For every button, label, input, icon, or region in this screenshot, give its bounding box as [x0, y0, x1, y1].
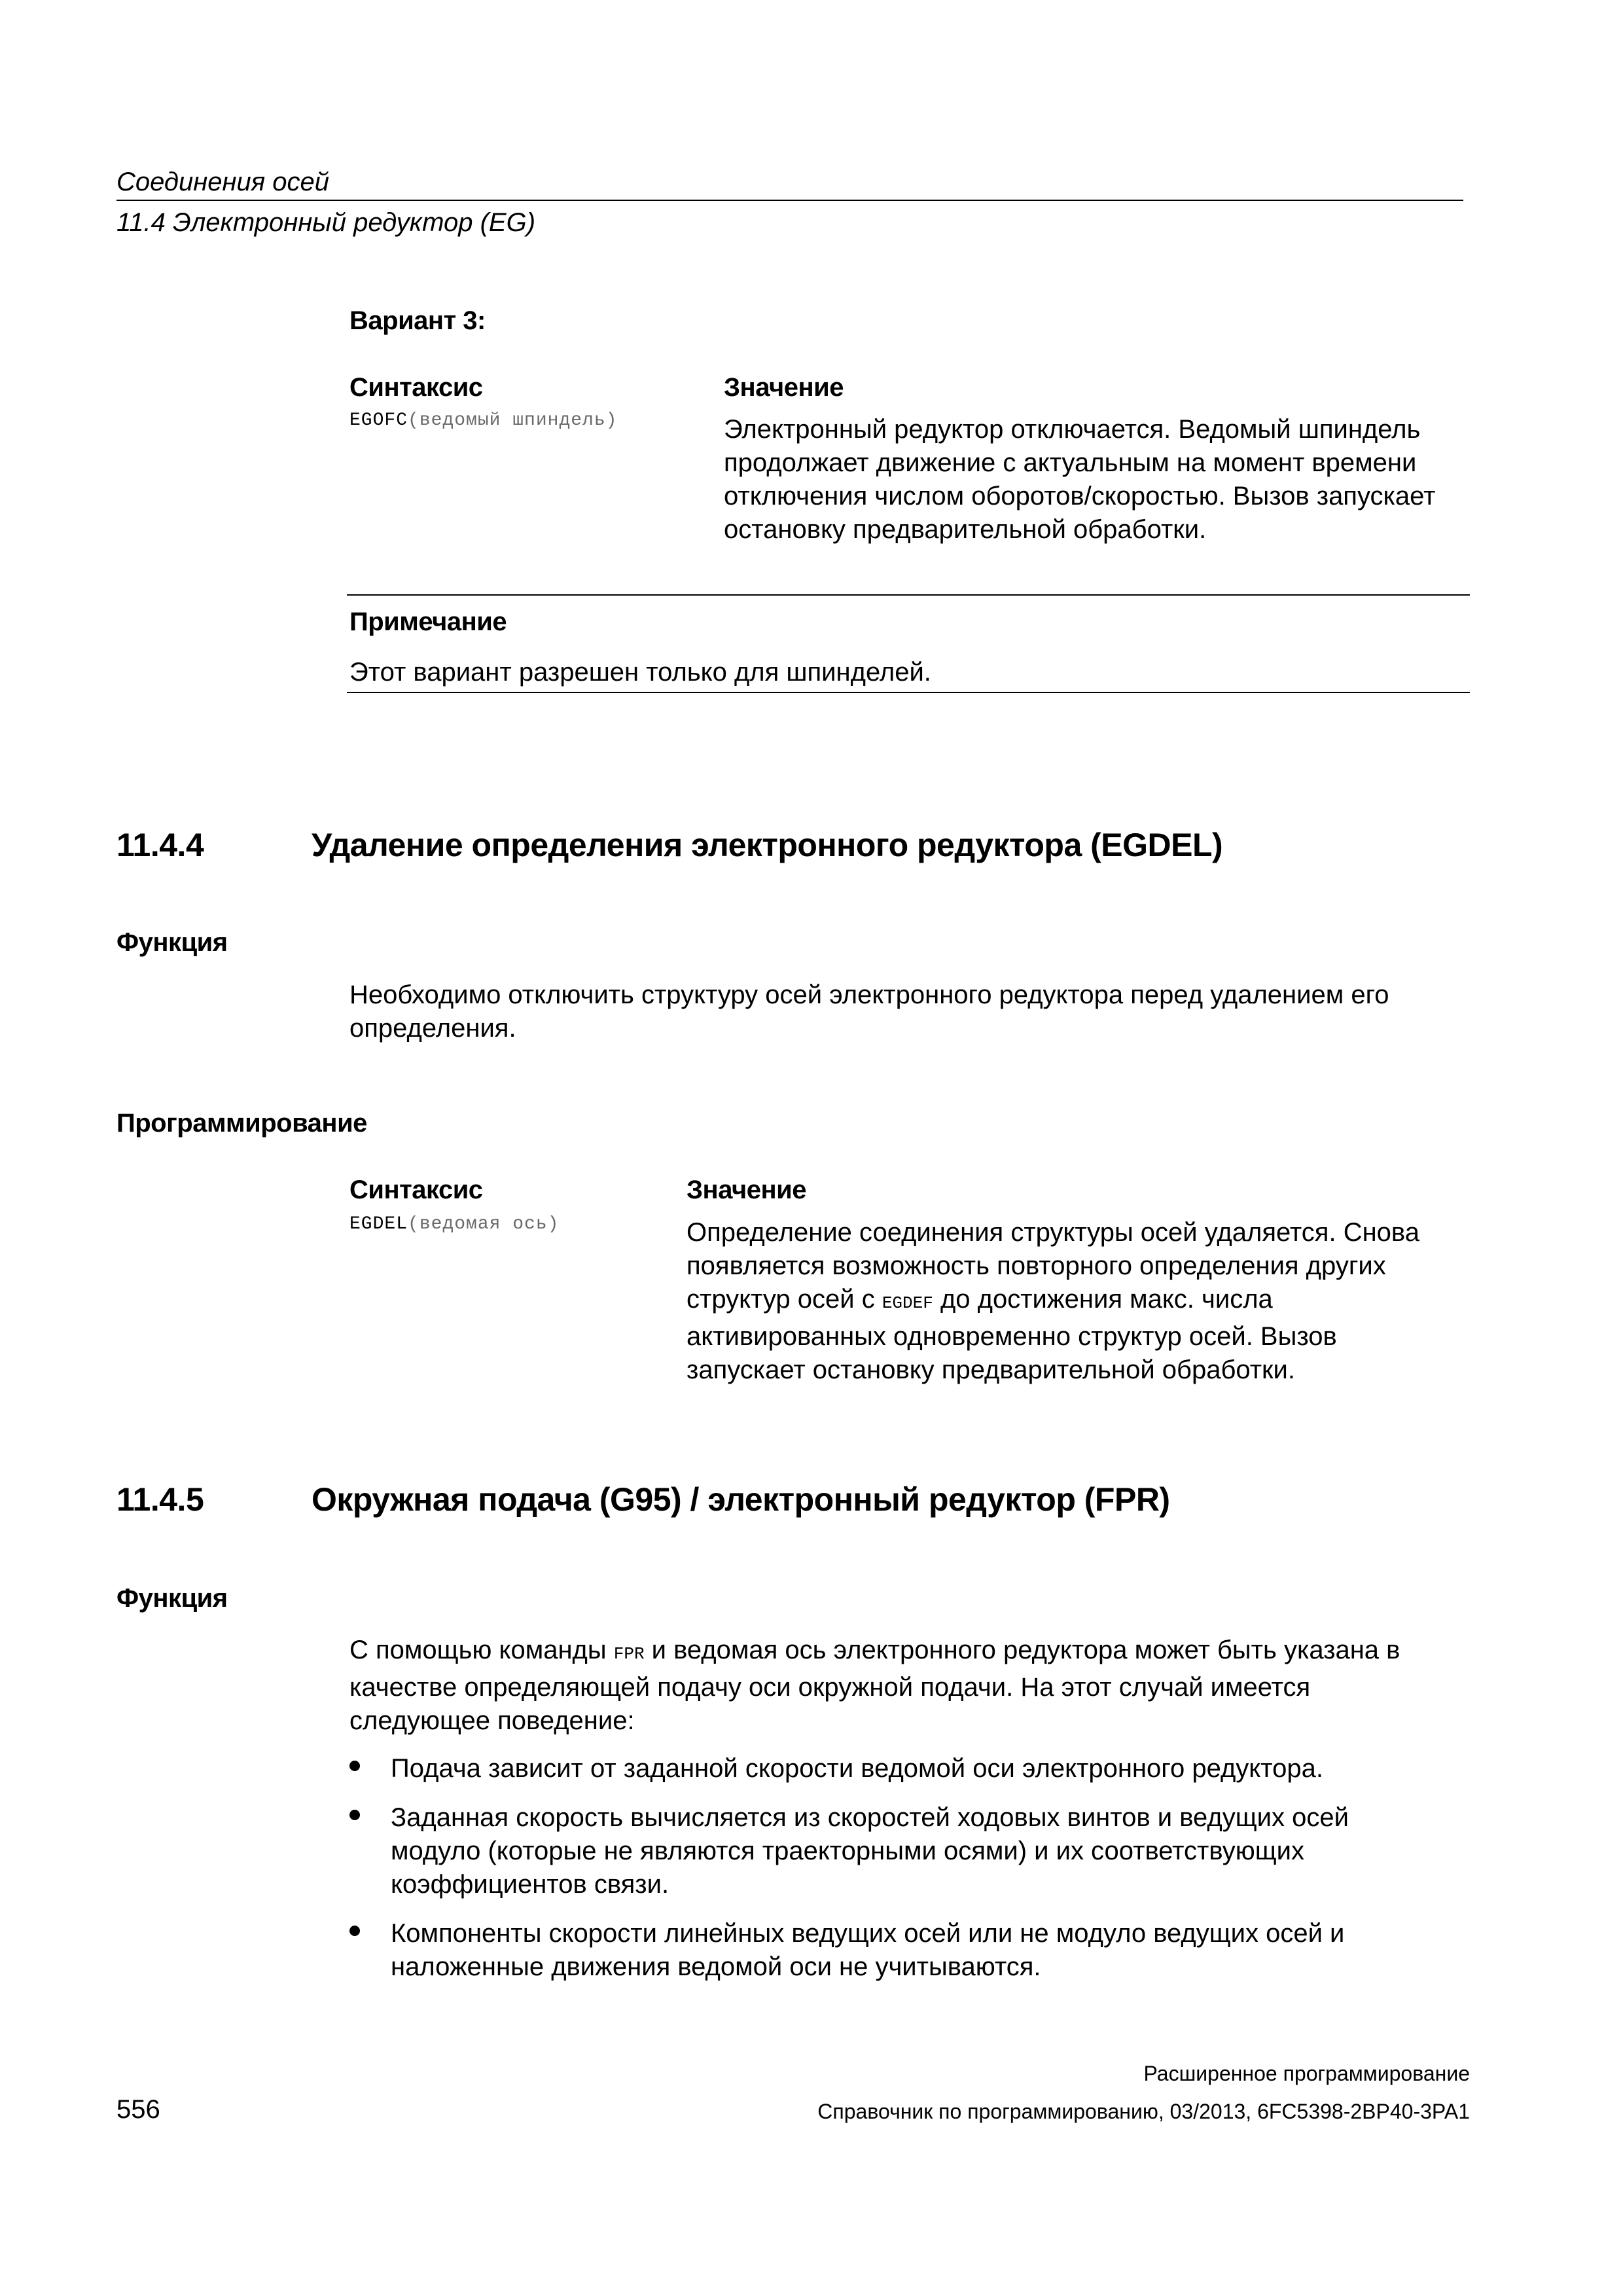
syntax-egdel: EGDEL(ведомая ось) — [349, 1214, 560, 1234]
note-bottom-rule — [347, 692, 1470, 693]
header-rule — [116, 200, 1463, 201]
section-number-11-4-4: 11.4.4 — [116, 827, 204, 863]
function-heading-2: Функция — [116, 1584, 228, 1613]
function-intro: С помощью команды FPR и ведомая ось электронного редуктора может быть указана в качестве определяющей подачу оси окружной подачи. На этот случай имеется следующее поведение: — [349, 1636, 1400, 1735]
meaning-egdel: Определение соединения структуры осей удаляется. Снова появляется возможность повторного определения других структур осей с EGDEF до достижения макс. числа активированных одновременно структур осей. Вызов запускает остановку предварительной обработки. — [687, 1218, 1419, 1384]
note-text: Этот вариант разрешен только для шпинделей. — [349, 658, 931, 687]
bullet-icon — [349, 1810, 360, 1820]
syntax-column-label: Синтаксис — [349, 373, 483, 402]
bullet-icon — [349, 1926, 360, 1936]
running-header-chapter: Соединения осей — [116, 168, 330, 196]
variant-heading: Вариант 3: — [349, 306, 486, 335]
footer-book-title: Расширенное программирование — [1143, 2062, 1470, 2085]
page-number: 556 — [116, 2095, 160, 2124]
section-title-11-4-4: Удаление определения электронного редуктора (EGDEL) — [312, 827, 1223, 863]
meaning-egofc: Электронный редуктор отключается. Ведомый шпиндель продолжает движение с актуальным на момент времени отключения числом оборотов/скоростью. Вызов запускает остановку предварительной обработки. — [724, 415, 1436, 544]
programming-heading: Программирование — [116, 1109, 367, 1138]
inline-code-fpr: FPR — [613, 1644, 645, 1664]
footer-reference: Справочник по программированию, 03/2013, 6FC5398-2BP40-3PA1 — [817, 2100, 1470, 2123]
section-title-11-4-5: Окружная подача (G95) / электронный редуктор (FPR) — [312, 1481, 1170, 1518]
meaning-column-label: Значение — [724, 373, 844, 402]
function-heading: Функция — [116, 928, 228, 957]
note-title: Примечание — [349, 607, 507, 636]
section-number-11-4-5: 11.4.5 — [116, 1481, 204, 1518]
function-text: Необходимо отключить структуру осей электронного редуктора перед удалением его определения. — [349, 980, 1389, 1043]
inline-code-egdef: EGDEF — [882, 1293, 933, 1313]
bullet-icon — [349, 1761, 360, 1771]
note-top-rule — [347, 594, 1470, 596]
meaning-column-label-2: Значение — [687, 1175, 806, 1204]
running-header-section: 11.4 Электронный редуктор (EG) — [116, 208, 536, 237]
syntax-egofc: EGOFC(ведомый шпиндель) — [349, 410, 618, 431]
syntax-column-label-2: Синтаксис — [349, 1175, 483, 1204]
